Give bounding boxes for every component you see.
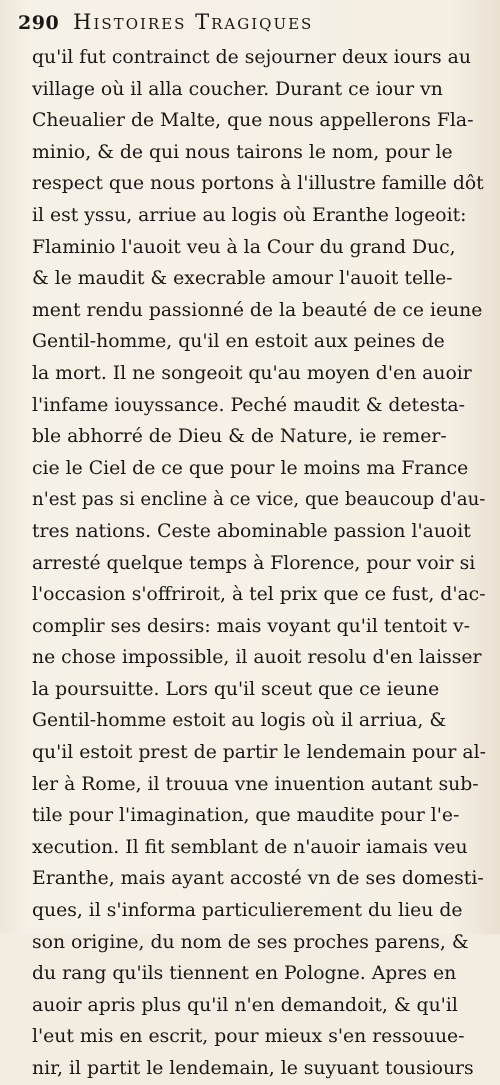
text-line: tres nations. Ceste abominable passion l'auoit [32, 520, 471, 542]
running-title: Histoires Tragiques [73, 10, 314, 34]
body-text [32, 42, 488, 1085]
text-line: tile pour l'imagination, que maudite pour l'e- [32, 805, 460, 827]
text-line: xecution. Il fit semblant de n'auoir iamais veu [32, 836, 468, 858]
text-line: n'est pas si encline à ce vice, que beaucoup d'au- [32, 489, 486, 511]
text-line: Gentil-homme estoit au logis où il arriua, & [32, 710, 447, 732]
text-line: Eranthe, mais ayant accosté vn de ses domesti- [32, 868, 484, 890]
text-line: nir, il partit le lendemain, le suyuant tousiours [32, 1058, 474, 1079]
text-line: Gentil-homme, qu'il en estoit aux peines de [32, 331, 445, 353]
text-line: ble abhorré de Dieu & de Nature, ie remer- [32, 426, 447, 448]
text-line: la mort. Il ne songeoit qu'au moyen d'en auoir [32, 362, 472, 384]
text-line: arresté quelque temps à Florence, pour voir si [32, 552, 476, 574]
text-line: ment rendu passionné de la beauté de ce ieune [32, 299, 483, 321]
text-line: qu'il estoit prest de partir le lendemain pour al- [32, 742, 486, 764]
text-line: minio, & de qui nous tairons le nom, pour le [32, 141, 453, 163]
text-line: l'infame iouyssance. Peché maudit & detesta- [32, 394, 465, 416]
text-line: l'occasion s'offriroit, à tel prix que ce fust, d'ac- [32, 584, 486, 606]
text-line: ne chose impossible, il auoit resolu d'en laisser [32, 647, 482, 669]
text-line: & le maudit & execrable amour l'auoit telle- [32, 268, 453, 290]
text-line: village où il alla coucher. Durant ce iour vn [32, 78, 443, 100]
text-line: auoir apris plus qu'il n'en demandoit, & qu'il [32, 994, 458, 1016]
text-line: cie le Ciel de ce que pour le moins ma France [32, 457, 469, 479]
text-line: du rang qu'ils tiennent en Pologne. Apres en [32, 963, 457, 985]
text-line: complir ses desirs: mais voyant qu'il tentoit v- [32, 615, 470, 637]
text-line: il est yssu, arriue au logis où Eranthe logeoit: [32, 204, 467, 226]
text-line: Flaminio l'auoit veu à la Cour du grand Duc, [32, 236, 456, 258]
text-line: qu'il fut contrainct de sejourner deux iours au [32, 47, 471, 68]
text-line: son origine, du nom de ses proches parens, & [32, 931, 469, 953]
page-header [18, 10, 488, 36]
text-line: ler à Rome, il trouua vne inuention autant sub- [32, 773, 479, 795]
text-line: respect que nous portons à l'illustre famille dôt [32, 173, 484, 195]
text-line: ques, il s'informa particulierement du lieu de [32, 900, 463, 922]
text-line: la poursuitte. Lors qu'il sceut que ce ieune [32, 678, 440, 700]
text-line: Cheualier de Malte, que nous appellerons Fla- [32, 110, 474, 132]
page-number: 290 [18, 12, 60, 34]
text-line: l'eut mis en escrit, pour mieux s'en ressouue- [32, 1026, 465, 1048]
